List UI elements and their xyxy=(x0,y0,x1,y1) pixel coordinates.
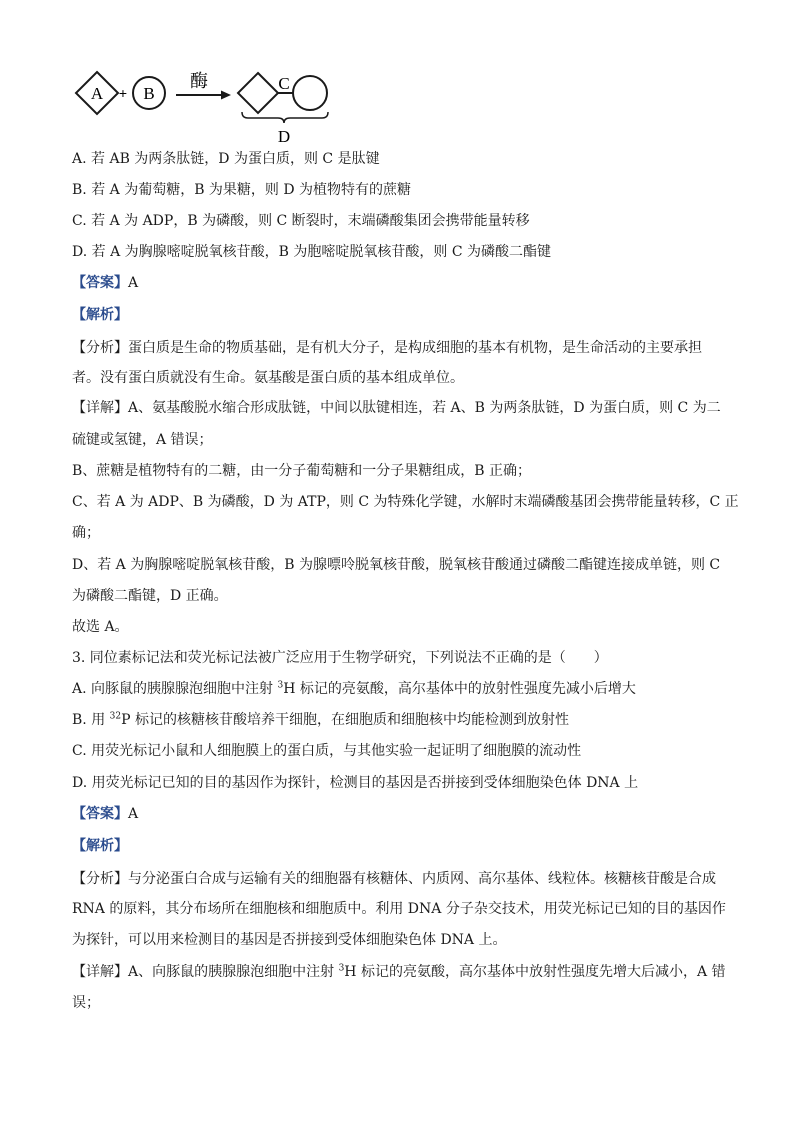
enzyme-label: 酶 xyxy=(190,71,208,92)
q3-option-b-rest: P 标记的核糖核苷酸培养干细胞，在细胞质和细胞核中均能检测到放射性 xyxy=(121,712,569,728)
q2-xiangjie-d1: D、若 A 为胸腺嘧啶脱氧核苷酸，B 为腺嘌呤脱氧核苷酸，脱氧核苷酸通过磷酸二酯键连接成单链，则 C xyxy=(72,557,721,573)
q3-option-b xyxy=(72,710,732,730)
q2-xiangjie-a2: 硫键或氢键，A 错误； xyxy=(72,432,213,448)
q3-option-a-isotope: 3 xyxy=(277,680,284,691)
q3-xiangjie-a1-text: A、向豚鼠的胰腺腺泡细胞中注射 xyxy=(128,964,339,980)
answer-tag: 【答案】 xyxy=(72,275,128,291)
q2-fenxi-line-2: 者。没有蛋白质就没有生命。氨基酸是蛋白质的基本组成单位。 xyxy=(72,370,464,386)
q3-jiexi-line xyxy=(72,836,732,856)
q2-jiexi-line xyxy=(72,305,732,325)
q3-xiangjie-line-a1 xyxy=(72,962,732,982)
reaction-diagram xyxy=(70,66,340,146)
q2-xiangjie-c2: 确； xyxy=(72,525,100,541)
q2-answer-line xyxy=(72,273,732,293)
q3-option-a xyxy=(72,679,732,699)
product-diamond-shape xyxy=(238,73,278,113)
q3-xiangjie-isotope: 3 xyxy=(338,963,345,974)
q2-xiangjie-a1: A、氨基酸脱水缩合形成肽链，中间以肽键相连，若 A、B 为两条肽链，D 为蛋白质，则 C 为二 xyxy=(128,400,721,416)
diagram-a-label: A xyxy=(90,84,104,103)
q2-xiangjie-line-a1 xyxy=(72,398,732,418)
q2-fenxi-text-1: 蛋白质是生命的物质基础，是有机大分子，是构成细胞的基本有机物，是生命活动的主要承担 xyxy=(128,340,702,356)
reaction-arrow-head xyxy=(221,91,231,100)
q3-fenxi-line-3: 为探针，可以用来检测目的基因是否拼接到受体细胞染色体 DNA 上。 xyxy=(72,932,507,948)
q3-stem: 3. 同位素标记法和荧光标记法被广泛应用于生物学研究，下列说法不正确的是（ ） xyxy=(72,650,608,666)
q3-option-b-isotope: 32 xyxy=(109,711,122,722)
q3-xiangjie-a1-rest: H 标记的亮氨酸，高尔基体中放射性强度先增大后减小，A 错 xyxy=(344,964,726,980)
q3-option-a-text: A. 向豚鼠的胰腺腺泡细胞中注射 xyxy=(72,681,278,697)
fenxi-tag: 【分析】 xyxy=(72,340,128,356)
q3-fenxi-line-2: RNA 的原料，其分布场所在细胞核和细胞质中。利用 DNA 分子杂交技术，用荧光标记已知的目的基因作 xyxy=(72,901,726,917)
q2-option-d: D. 若 A 为胸腺嘧啶脱氧核苷酸，B 为胞嘧啶脱氧核苷酸，则 C 为磷酸二酯键 xyxy=(72,244,551,260)
xiangjie-tag: 【详解】 xyxy=(72,400,128,416)
q3-option-c: C. 用荧光标记小鼠和人细胞膜上的蛋白质，与其他实验一起证明了细胞膜的流动性 xyxy=(72,743,582,759)
q2-xiangjie-b: B、蔗糖是植物特有的二糖，由一分子葡萄糖和一分子果糖组成，B 正确； xyxy=(72,463,532,479)
q2-xiangjie-d2: 为磷酸二酯键，D 正确。 xyxy=(72,588,228,604)
q2-conclusion: 故选 A。 xyxy=(72,619,129,635)
jiexi-tag: 【解析】 xyxy=(72,307,128,323)
q2-answer-value: A xyxy=(128,275,139,291)
q3-option-b-text: B. 用 xyxy=(72,712,110,728)
answer-tag: 【答案】 xyxy=(72,806,128,822)
q3-xiangjie-a2: 误； xyxy=(72,995,100,1011)
q3-fenxi-text-1: 与分泌蛋白合成与运输有关的细胞器有核糖体、内质网、高尔基体、线粒体。核糖核苷酸是合成 xyxy=(128,871,716,887)
q2-option-b: B. 若 A 为葡萄糖，B 为果糖，则 D 为植物特有的蔗糖 xyxy=(72,182,412,198)
q2-fenxi-line-1 xyxy=(72,338,732,358)
jiexi-tag: 【解析】 xyxy=(72,838,128,854)
q3-option-d: D. 用荧光标记已知的目的基因作为探针，检测目的基因是否拼接到受体细胞染色体 DNA 上 xyxy=(72,775,639,791)
diagram-c-label: C xyxy=(278,74,290,93)
q3-fenxi-line-1 xyxy=(72,869,732,889)
q2-option-c: C. 若 A 为 ADP，B 为磷酸，则 C 断裂时，末端磷酸集团会携带能量转移 xyxy=(72,213,530,229)
diagram-d-label: D xyxy=(277,127,291,146)
q2-option-a: A. 若 AB 为两条肽链，D 为蛋白质，则 C 是肽键 xyxy=(72,151,380,167)
diagram-plus-sign: + xyxy=(118,85,128,101)
q3-answer-line xyxy=(72,804,732,824)
d-brace-shape xyxy=(242,112,328,123)
q3-answer-value: A xyxy=(128,806,139,822)
q3-option-a-rest: H 标记的亮氨酸，高尔基体中的放射性强度先减小后增大 xyxy=(283,681,636,697)
q2-xiangjie-c1: C、若 A 为 ADP、B 为磷酸，D 为 ATP，则 C 为特殊化学键，水解时末端磷酸基团会携带能量转移，C 正 xyxy=(72,494,739,510)
product-circle-shape xyxy=(293,76,327,110)
diagram-b-label: B xyxy=(143,84,155,103)
xiangjie-tag: 【详解】 xyxy=(72,964,128,980)
fenxi-tag: 【分析】 xyxy=(72,871,128,887)
